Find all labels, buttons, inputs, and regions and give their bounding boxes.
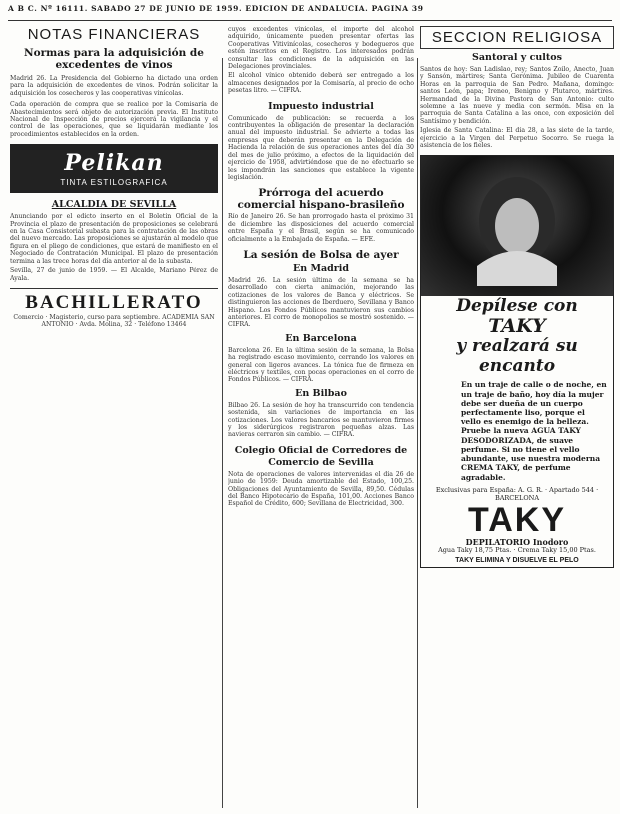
bachillerato-title: BACHILLERATO <box>25 291 203 313</box>
barcelona-title: En Barcelona <box>285 332 357 344</box>
taky-body-text: En un traje de calle o de noche, en un traje de baño, hoy día la mujer debe ser dueña de un cuerpo perfectamente liso, porque el vello es enemigo de la belleza. Pruebe la nueva AGUA TAKY DESODORIZADA, de suave perfume. Si no tiene el vello abundante, use nuestra moderna CREMA TAKY, de perfume agradable. <box>461 380 607 482</box>
taky-slogan-3: y realzará su encanto <box>456 336 578 377</box>
article-title-wine: Normas para la adquisición de excedentes de vinos <box>24 47 204 71</box>
colegio-title: Colegio Oficial de Corredores de Comercio de Sevilla <box>234 444 408 468</box>
alcaldia-signature: Sevilla, 27 de junio de 1959. — El Alcalde, Mariano Pérez de Ayala. <box>10 267 218 282</box>
article-lead-wine: Madrid 26. La Presidencia del Gobierno ha dictado una orden para la adquisición de excedentes de vinos. Podrán solicitar la adquisición los cosecheros y las cooperativas vinícolas. <box>10 75 218 97</box>
pelikan-tagline: TINTA ESTILOGRAFICA <box>60 178 168 188</box>
taky-distributor: Exclusivas para España: A. G. R. · Apartado 544 · BARCELONA <box>435 485 599 502</box>
alcaldia-title: ALCALDIA DE SEVILLA <box>51 199 177 211</box>
taky-footer: TAKY ELIMINA Y DISUELVE EL PELO <box>455 556 579 564</box>
woman-portrait-icon <box>457 166 577 286</box>
bachillerato-line: Comercio · Magisterio, curso para septiembre. ACADEMIA SAN ANTONIO · Avda. Molina, 32 · Teléfono 13464 <box>13 313 215 329</box>
taky-brand: TAKY <box>467 500 567 539</box>
taky-woman-photo <box>421 156 613 296</box>
section-title-financial: NOTAS FINANCIERAS <box>27 26 201 43</box>
bachillerato-ad <box>10 288 218 329</box>
wine-continuation-tail: El alcohol vínico obtenido deberá ser entregado a los almacenes designados por la Comisaría, al precio de ocho pesetas litro. — CIFRA. <box>228 72 414 95</box>
prorroga-title: Prórroga del acuerdo comercial hispano-brasileño <box>237 187 405 212</box>
financial-column <box>10 26 218 776</box>
article-body-wine: Cada operación de compra que se realice por la Comisaría de Abastecimientos será objeto de autorización previa. El Instituto Nacional de Inspección de precios ejercerá la vigilancia y el control de las operaciones, que se liquidarán mediante los procedimientos establecidos en la orden. <box>10 101 218 138</box>
taky-slogan-1: Depílese con <box>456 296 578 317</box>
bilbao-title: En Bilbao <box>295 387 347 399</box>
barcelona-body: Barcelona 26. En la última sesión de la semana, la Bolsa ha registrado escaso movimiento, cerrando los valores en general con ligeros avances. La tónica fue de firmeza en eléctricos y textiles, con pocas operaciones en el corro de Fondos Públicos. — CIFRA. <box>228 346 414 384</box>
wine-continuation: cuyos excedentes vinícolas, el importe del alcohol adquirido, únicamente pueden presentar ofertas las Cooperativas Vitivinícolas, cosecheros y bodegueros que estén inscritos en el Registro. Los interesados podrán consultar las condiciones de la adquisición en las Delegaciones provinciales. <box>228 26 414 71</box>
column-divider-1 <box>222 58 223 808</box>
taky-product-line: DEPILATORIO Inodoro <box>465 536 569 547</box>
pelikan-advertisement <box>10 144 218 193</box>
prorroga-body: Río de Janeiro 26. Se han prorrogado hasta el próximo 31 de diciembre las disposiciones del acuerdo comercial entre España y el Brasil, según se ha comunicado oficialmente a la Embajada de España. — EFE. <box>228 213 414 243</box>
impuesto-body: Comunicado de publicación: se recuerda a los contribuyentes la obligación de presentar la declaración anual del impuesto industrial. Se advierte a todas las empresas que deberán presentar en la Delegación de Hacienda la relación de sus operaciones antes del día 30 del mes de julio próximo, a efectos de la liquidación del ejercicio de 1958, advirtiéndose que de no efectuarlo se les impondrán las sanciones que establece la vigente legislación. <box>228 114 414 181</box>
colegio-body: Nota de operaciones de valores intervenidas el día 26 de junio de 1959: Deuda amortizable del Estado, 100,25. Obligaciones del Ayuntamiento de Sevilla, 89,50. Cédulas del Banco Hipotecario de España, 101,00. Acciones Banco Español de Crédito, 600; Sevillana de Electricidad, 300. <box>228 470 414 508</box>
santoral-title: Santoral y cultos <box>472 52 562 63</box>
madrid-body: Madrid 26. La sesión última de la semana se ha desarrollado con cierta animación, mejorando las cotizaciones de los valores de Banca y eléctricos. Se distinguieron las acciones de Iberduero, Sevillana y Banco Hispano. Los Fondos Públicos mantuvieron sus cambios anteriores. El corro de monopolios se mostró sostenido. — CIFRA. <box>228 276 414 329</box>
santoral-tail: Iglesia de Santa Catalina: El día 28, a las siete de la tarde, ejercicio a la Virgen del Perpetuo Socorro. Se ruega la asistencia de los fieles. <box>420 127 614 150</box>
santoral-body: Santos de hoy: San Ladislao, rey; Santos Zoilo, Anecto, Juan y Sansón, mártires; Santa Gerónima. Jubileo de Cuarenta Horas en la parroquia de San Pedro. Mañana, domingo: santos León, papa; Ireneo, Benigno y Plutarco, mártires. Hermandad de la Divina Pastora de San Antonio: culto solemne a las nueve y media con sermón. Misa en la parroquia de Santa Catalina a las once, con exposición del Santísimo y bendición. <box>420 66 614 125</box>
impuesto-title: Impuesto industrial <box>268 100 374 112</box>
masthead-line: A B C. Nº 16111. SABADO 27 DE JUNIO DE 1959. EDICION DE ANDALUCIA. PAGINA 39 <box>8 4 424 13</box>
news-column <box>228 26 414 776</box>
alcaldia-body: Anunciando por el edicto inserto en el Boletín Oficial de la Provincia el plazo de presentación de proposiciones se celebrará en la Casa Consistorial subasta para la contratación de las obras del nuevo mercado. Las proposiciones se ajustarán al modelo que figura en el pliego de condiciones, que estará de manifiesto en el Negociado de Contratación Municipal. El plazo de presentación termina a las trece horas del día anterior al de la subasta. <box>10 213 218 265</box>
pelikan-logo: Pelikan <box>64 150 164 177</box>
bolsa-title: La sesión de Bolsa de ayer <box>243 248 399 261</box>
taky-advertisement <box>420 155 614 567</box>
religious-column <box>420 26 614 776</box>
section-title-religious: SECCION RELIGIOSA <box>431 29 603 46</box>
column-divider-2 <box>417 58 418 808</box>
taky-slogan-2: TAKY <box>488 315 546 338</box>
madrid-title: En Madrid <box>292 262 350 274</box>
taky-prices: Agua Taky 18,75 Ptas. · Crema Taky 15,00 Ptas. <box>438 545 596 554</box>
masthead-rule <box>8 20 612 21</box>
religious-header-box <box>420 26 614 49</box>
bilbao-body: Bilbao 26. La sesión de hoy ha transcurrido con tendencia sostenida, sin variaciones de importancia en las cotizaciones. Los valores bancarios se mantuvieron firmes y los siderúrgicos registraron pequeñas alzas. Las navieras cerraron sin cambio. — CIFRA. <box>228 401 414 439</box>
